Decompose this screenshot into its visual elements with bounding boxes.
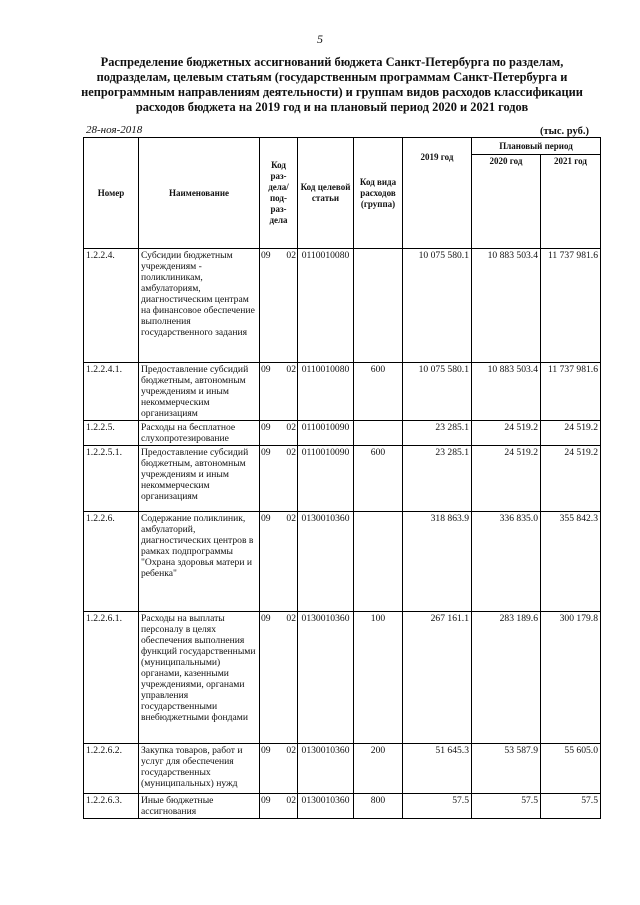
subsection-code: 02 bbox=[286, 613, 296, 624]
subsection-code: 02 bbox=[286, 745, 296, 756]
row-expense-code: 600 bbox=[354, 446, 403, 512]
budget-table bbox=[83, 137, 601, 819]
row-target-code: 0130010360 bbox=[298, 794, 354, 819]
row-expense-code bbox=[354, 512, 403, 612]
header-2021: 2021 год bbox=[541, 155, 601, 249]
subsection-code: 02 bbox=[286, 447, 296, 458]
row-section-code bbox=[260, 744, 298, 794]
table-row bbox=[84, 446, 601, 512]
row-name: Закупка товаров, работ и услуг для обеспечения государственных (муниципальных) нужд bbox=[139, 744, 260, 794]
row-2021: 57.5 bbox=[541, 794, 601, 819]
row-section-code bbox=[260, 512, 298, 612]
section-code: 09 bbox=[261, 250, 271, 261]
section-code: 09 bbox=[261, 513, 271, 524]
row-target-code: 0110010090 bbox=[298, 446, 354, 512]
row-2021: 300 179.8 bbox=[541, 612, 601, 744]
row-2021: 11 737 981.6 bbox=[541, 363, 601, 421]
row-2019: 51 645.3 bbox=[403, 744, 472, 794]
row-target-code: 0110010080 bbox=[298, 249, 354, 363]
row-number: 1.2.2.4. bbox=[84, 249, 139, 363]
row-number: 1.2.2.4.1. bbox=[84, 363, 139, 421]
table-row bbox=[84, 363, 601, 421]
row-name: Предоставление субсидий бюджетным, автономным учреждениям и иным некоммерческим организациям bbox=[139, 363, 260, 421]
row-expense-code: 600 bbox=[354, 363, 403, 421]
table-row bbox=[84, 744, 601, 794]
row-expense-code bbox=[354, 249, 403, 363]
row-name: Расходы на бесплатное слухопротезирование bbox=[139, 421, 260, 446]
table-row bbox=[84, 512, 601, 612]
row-2021: 24 519.2 bbox=[541, 421, 601, 446]
row-target-code: 0130010360 bbox=[298, 744, 354, 794]
row-expense-code: 100 bbox=[354, 612, 403, 744]
row-2019: 10 075 580.1 bbox=[403, 249, 472, 363]
row-section-code bbox=[260, 612, 298, 744]
row-expense-code: 200 bbox=[354, 744, 403, 794]
row-expense-code bbox=[354, 421, 403, 446]
row-name: Субсидии бюджетным учреждениям - поликлиникам, амбулаториям, диагностическим центрам на финансовое обеспечение выполнения государственного задания bbox=[139, 249, 260, 363]
row-2019: 10 075 580.1 bbox=[403, 363, 472, 421]
row-2021: 55 605.0 bbox=[541, 744, 601, 794]
row-2021: 355 842.3 bbox=[541, 512, 601, 612]
row-2020: 57.5 bbox=[472, 794, 541, 819]
row-2020: 24 519.2 bbox=[472, 421, 541, 446]
header-target: Код целевой статьи bbox=[298, 138, 354, 249]
table-body bbox=[84, 249, 601, 819]
row-name: Иные бюджетные ассигнования bbox=[139, 794, 260, 819]
row-name: Содержание поликлиник, амбулаторий, диагностических центров в рамках подпрограммы "Охрана здоровья матери и ребенка" bbox=[139, 512, 260, 612]
subsection-code: 02 bbox=[286, 795, 296, 806]
section-code: 09 bbox=[261, 422, 271, 433]
row-2019: 57.5 bbox=[403, 794, 472, 819]
row-expense-code: 800 bbox=[354, 794, 403, 819]
row-section-code bbox=[260, 363, 298, 421]
subsection-code: 02 bbox=[286, 422, 296, 433]
document-title: Распределение бюджетных ассигнований бюджета Санкт-Петербурга по разделам, подразделам, целевым статьям (государственным программам Санкт-Петербурга и непрограммным направлениям деятельности) и группам видов расходов классификации расходов бюджета на 2019 год и на плановый период 2020 и 2021 годов bbox=[81, 55, 583, 114]
subsection-code: 02 bbox=[286, 250, 296, 261]
row-number: 1.2.2.6. bbox=[84, 512, 139, 612]
row-number: 1.2.2.6.3. bbox=[84, 794, 139, 819]
row-target-code: 0110010090 bbox=[298, 421, 354, 446]
row-2021: 11 737 981.6 bbox=[541, 249, 601, 363]
page-number: 5 bbox=[317, 32, 323, 46]
row-target-code: 0130010360 bbox=[298, 612, 354, 744]
header-number: Номер bbox=[84, 138, 139, 249]
table-row bbox=[84, 249, 601, 363]
table-row bbox=[84, 794, 601, 819]
row-2019: 318 863.9 bbox=[403, 512, 472, 612]
subsection-code: 02 bbox=[286, 513, 296, 524]
row-2019: 23 285.1 bbox=[403, 421, 472, 446]
header-planned: Плановый период bbox=[472, 138, 601, 155]
header-section: Код раз-дела/ под-раз-дела bbox=[260, 138, 298, 249]
row-2020: 336 835.0 bbox=[472, 512, 541, 612]
header-2020: 2020 год bbox=[472, 155, 541, 249]
row-section-code bbox=[260, 249, 298, 363]
row-2020: 10 883 503.4 bbox=[472, 363, 541, 421]
row-2019: 23 285.1 bbox=[403, 446, 472, 512]
row-2021: 24 519.2 bbox=[541, 446, 601, 512]
row-target-code: 0130010360 bbox=[298, 512, 354, 612]
table-row bbox=[84, 421, 601, 446]
row-2019: 267 161.1 bbox=[403, 612, 472, 744]
header-expense: Код вида расходов (группа) bbox=[354, 138, 403, 249]
row-2020: 24 519.2 bbox=[472, 446, 541, 512]
row-2020: 283 189.6 bbox=[472, 612, 541, 744]
row-2020: 53 587.9 bbox=[472, 744, 541, 794]
row-name: Предоставление субсидий бюджетным, автономным учреждениям и иным некоммерческим организациям bbox=[139, 446, 260, 512]
subsection-code: 02 bbox=[286, 364, 296, 375]
header-2019: 2019 год bbox=[403, 138, 472, 249]
section-code: 09 bbox=[261, 795, 271, 806]
row-name: Расходы на выплаты персоналу в целях обеспечения выполнения функций государственными (муниципальными) органами, казенными учреждениями, органами управления государственными внебюджетными фондами bbox=[139, 612, 260, 744]
row-target-code: 0110010080 bbox=[298, 363, 354, 421]
units-label: (тыс. руб.) bbox=[540, 126, 589, 137]
row-number: 1.2.2.5.1. bbox=[84, 446, 139, 512]
section-code: 09 bbox=[261, 745, 271, 756]
table-row bbox=[84, 612, 601, 744]
document-date: 28-ноя-2018 bbox=[86, 124, 143, 136]
table-header-row-1 bbox=[84, 138, 601, 155]
row-number: 1.2.2.5. bbox=[84, 421, 139, 446]
section-code: 09 bbox=[261, 613, 271, 624]
row-number: 1.2.2.6.2. bbox=[84, 744, 139, 794]
row-2020: 10 883 503.4 bbox=[472, 249, 541, 363]
header-name: Наименование bbox=[139, 138, 260, 249]
section-code: 09 bbox=[261, 364, 271, 375]
row-number: 1.2.2.6.1. bbox=[84, 612, 139, 744]
row-section-code bbox=[260, 421, 298, 446]
section-code: 09 bbox=[261, 447, 271, 458]
row-section-code bbox=[260, 446, 298, 512]
row-section-code bbox=[260, 794, 298, 819]
